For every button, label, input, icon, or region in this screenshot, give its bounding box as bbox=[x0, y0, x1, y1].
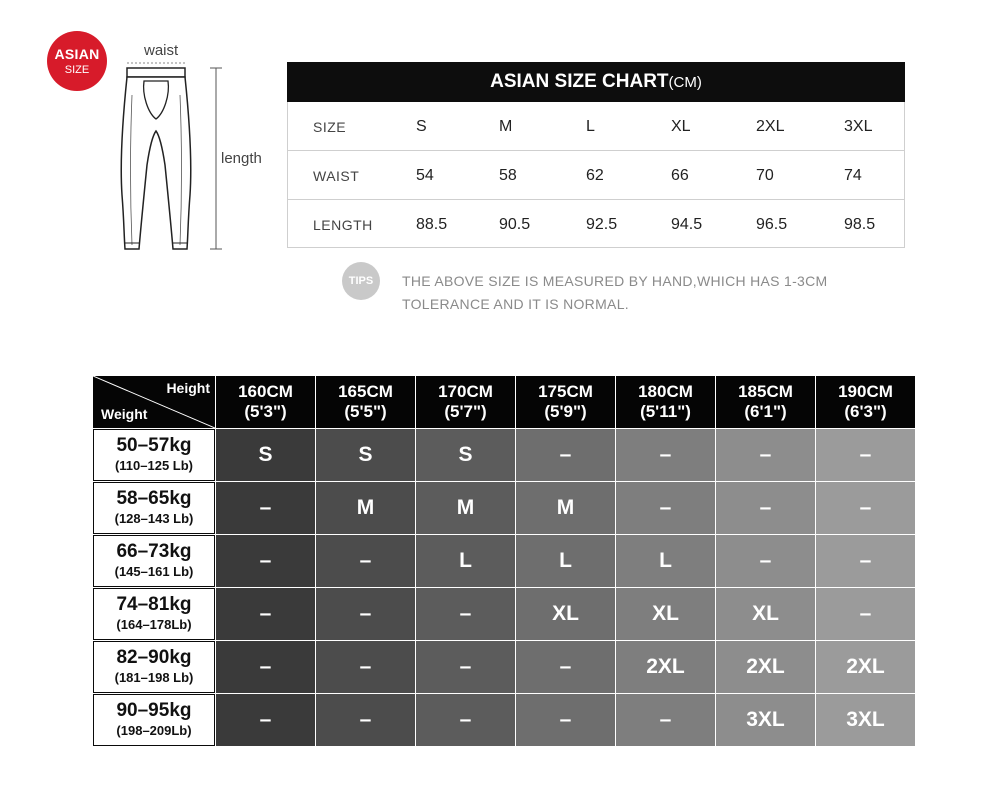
size-cell: M bbox=[416, 482, 515, 534]
size-cell: – bbox=[416, 694, 515, 746]
size-cell: – bbox=[716, 429, 815, 481]
corner-weight-label: Weight bbox=[101, 406, 148, 422]
size-cell: – bbox=[216, 694, 315, 746]
size-chart-cell: 88.5 bbox=[416, 216, 448, 233]
size-cell: – bbox=[316, 694, 415, 746]
height-cm: 175CM bbox=[538, 382, 593, 401]
height-ft: (5'5") bbox=[344, 402, 387, 421]
weight-kg: 74–81kg bbox=[116, 594, 192, 615]
weight-row-label bbox=[93, 482, 215, 534]
height-cm: 180CM bbox=[638, 382, 693, 401]
size-chart-header-cell: S bbox=[416, 118, 427, 135]
weight-lb: (128–143 Lb) bbox=[114, 511, 194, 526]
size-cell: XL bbox=[516, 588, 615, 640]
size-cell: L bbox=[516, 535, 615, 587]
weight-row-label bbox=[93, 694, 215, 746]
height-cm: 185CM bbox=[738, 382, 793, 401]
size-cell: – bbox=[416, 641, 515, 693]
size-cell: – bbox=[516, 694, 615, 746]
size-cell: – bbox=[616, 694, 715, 746]
weight-lb: (110–125 Lb) bbox=[114, 458, 194, 473]
weight-lb: (164–178Lb) bbox=[116, 617, 192, 632]
size-chart-cell: 54 bbox=[416, 167, 434, 184]
size-cell: S bbox=[416, 429, 515, 481]
size-cell: – bbox=[716, 482, 815, 534]
size-cell: M bbox=[316, 482, 415, 534]
size-chart-row-waist bbox=[288, 151, 904, 200]
size-cell: 3XL bbox=[716, 694, 815, 746]
tips-icon: TIPS bbox=[342, 262, 380, 300]
height-header-cell bbox=[716, 376, 815, 428]
size-chart-table bbox=[287, 102, 905, 248]
size-chart-cell: 96.5 bbox=[756, 216, 788, 233]
height-ft: (5'3") bbox=[244, 402, 287, 421]
size-chart-header-label: SIZE bbox=[313, 119, 347, 135]
size-chart-cell: 90.5 bbox=[499, 216, 531, 233]
height-ft: (6'3") bbox=[844, 402, 887, 421]
size-cell: – bbox=[816, 588, 915, 640]
height-ft: (5'11") bbox=[640, 402, 691, 421]
size-cell: – bbox=[516, 429, 615, 481]
size-chart-cell: 66 bbox=[671, 167, 689, 184]
weight-kg: 90–95kg bbox=[116, 700, 192, 721]
weight-row-label bbox=[93, 641, 215, 693]
size-chart-cell: 92.5 bbox=[586, 216, 618, 233]
height-ft: (5'9") bbox=[544, 402, 587, 421]
weight-kg: 58–65kg bbox=[116, 488, 192, 509]
weight-lb: (198–209Lb) bbox=[116, 723, 192, 738]
size-cell: – bbox=[416, 588, 515, 640]
size-chart-header-cell: L bbox=[586, 118, 595, 135]
size-chart-cell: 94.5 bbox=[671, 216, 703, 233]
size-chart-row-label: LENGTH bbox=[313, 217, 373, 233]
weight-kg: 82–90kg bbox=[116, 647, 192, 668]
size-cell: – bbox=[316, 588, 415, 640]
weight-row-label bbox=[93, 588, 215, 640]
weight-row-label bbox=[93, 429, 215, 481]
size-cell: S bbox=[316, 429, 415, 481]
size-chart-header-cell: 2XL bbox=[756, 118, 785, 135]
size-cell: – bbox=[516, 641, 615, 693]
weight-lb: (181–198 Lb) bbox=[114, 670, 194, 685]
size-cell: 2XL bbox=[616, 641, 715, 693]
size-chart-header-cell: XL bbox=[671, 118, 691, 135]
size-cell: XL bbox=[616, 588, 715, 640]
height-header-cell bbox=[616, 376, 715, 428]
size-cell: – bbox=[216, 535, 315, 587]
corner-height-label: Height bbox=[166, 380, 210, 396]
badge-line2: SIZE bbox=[64, 64, 90, 76]
height-weight-corner bbox=[93, 376, 215, 428]
size-cell: – bbox=[616, 482, 715, 534]
size-cell: 2XL bbox=[716, 641, 815, 693]
size-chart-cell: 70 bbox=[756, 167, 774, 184]
weight-kg: 66–73kg bbox=[116, 541, 192, 562]
height-header-cell bbox=[316, 376, 415, 428]
size-cell: – bbox=[716, 535, 815, 587]
height-cm: 160CM bbox=[238, 382, 293, 401]
weight-kg: 50–57kg bbox=[116, 435, 192, 456]
size-cell: – bbox=[216, 482, 315, 534]
size-chart-unit: (CM) bbox=[668, 74, 702, 91]
size-chart-header-cell: M bbox=[499, 118, 513, 135]
badge-line1: ASIAN bbox=[54, 46, 100, 62]
size-chart-cell: 58 bbox=[499, 167, 517, 184]
height-header-cell bbox=[416, 376, 515, 428]
tips-line1: THE ABOVE SIZE IS MEASURED BY HAND,WHICH HAS 1-3CM bbox=[402, 273, 828, 289]
size-cell: L bbox=[416, 535, 515, 587]
size-chart-row-length bbox=[288, 200, 904, 248]
height-header-cell bbox=[816, 376, 915, 428]
size-cell: – bbox=[316, 535, 415, 587]
size-cell: 2XL bbox=[816, 641, 915, 693]
waist-label: waist bbox=[144, 42, 179, 59]
height-cm: 165CM bbox=[338, 382, 393, 401]
height-ft: (5'7") bbox=[444, 402, 487, 421]
height-header-cell bbox=[516, 376, 615, 428]
size-chart-cell: 62 bbox=[586, 167, 604, 184]
size-chart-header-row bbox=[288, 102, 904, 151]
height-cm: 190CM bbox=[838, 382, 893, 401]
height-cm: 170CM bbox=[438, 382, 493, 401]
asian-size-badge bbox=[47, 31, 107, 91]
size-chart-cell: 98.5 bbox=[844, 216, 876, 233]
height-ft: (6'1") bbox=[744, 402, 787, 421]
weight-lb: (145–161 Lb) bbox=[114, 564, 194, 579]
tips-line2: TOLERANCE AND IT IS NORMAL. bbox=[402, 296, 629, 312]
size-cell: M bbox=[516, 482, 615, 534]
tips-text bbox=[402, 270, 902, 316]
size-cell: – bbox=[816, 535, 915, 587]
size-cell: – bbox=[616, 429, 715, 481]
size-cell: – bbox=[316, 641, 415, 693]
weight-row-label bbox=[93, 535, 215, 587]
size-chart-title bbox=[287, 62, 905, 102]
size-cell: XL bbox=[716, 588, 815, 640]
size-cell: – bbox=[216, 641, 315, 693]
size-chart-row-label: WAIST bbox=[313, 168, 360, 184]
height-header-cell bbox=[216, 376, 315, 428]
size-cell: 3XL bbox=[816, 694, 915, 746]
size-cell: – bbox=[816, 429, 915, 481]
size-cell: L bbox=[616, 535, 715, 587]
size-cell: – bbox=[216, 588, 315, 640]
size-chart-title-text: ASIAN SIZE CHART bbox=[490, 71, 669, 92]
fit-table bbox=[93, 376, 908, 745]
size-cell: – bbox=[816, 482, 915, 534]
length-label: length bbox=[221, 150, 262, 167]
size-cell: S bbox=[216, 429, 315, 481]
size-chart-cell: 74 bbox=[844, 167, 862, 184]
size-chart-header-cell: 3XL bbox=[844, 118, 873, 135]
